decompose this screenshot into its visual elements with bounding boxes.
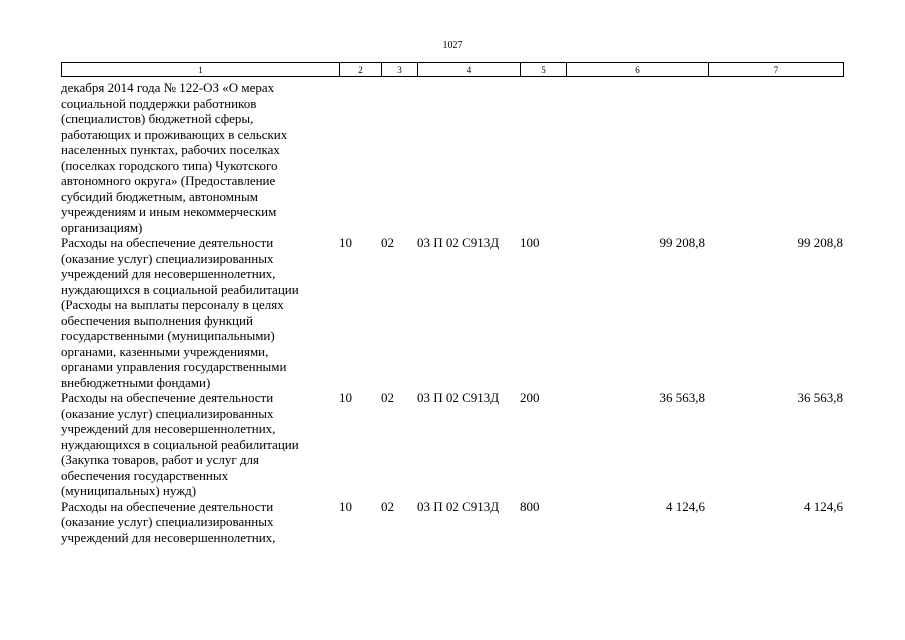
row-section: 10 — [339, 498, 352, 514]
page-number: 1027 — [442, 40, 463, 51]
row-description: Расходы на обеспечение деятельности (оказание услуг) специализированных учреждений для несовершеннолетних, — [61, 498, 276, 545]
table-row — [61, 80, 843, 235]
table-body — [61, 80, 843, 545]
row-expense-type: 100 — [520, 235, 540, 250]
table-row — [61, 235, 843, 390]
column-header-4: 4 — [418, 63, 521, 77]
row-amount-col7: 36 563,8 — [797, 390, 843, 405]
row-description: Расходы на обеспечение деятельности (оказание услуг) специализированных учреждений для несовершеннолетних, нуждающихся в социальной реабилитации (Расходы на выплаты персоналу в целях обеспечения выполнения функций государственными (муниципальными) органами, казенными учреждениями, органами управления государственными внебюджетными фондами) — [61, 235, 299, 390]
column-header-6: 6 — [567, 63, 709, 77]
row-amount-col7: 4 124,6 — [804, 498, 843, 514]
row-target-article: 03 П 02 С913Д — [417, 390, 500, 405]
row-target-article: 03 П 02 С913Д — [417, 498, 500, 514]
table-row — [61, 499, 843, 546]
row-amount-col6: 36 563,8 — [659, 390, 705, 405]
row-description: декабря 2014 года № 122-ОЗ «О мерах социальной поддержки работников (специалистов) бюджетной сферы, работающих и проживающих в сельских населенных пунктах, рабочих поселках (поселках городского типа) Чукотского автономного округа» (Предоставление субсидий бюджетным, автономным учреждениям и иным некоммерческим организациям) — [61, 80, 288, 235]
column-header-5: 5 — [521, 63, 567, 77]
row-expense-type: 200 — [520, 390, 540, 405]
row-amount-col6: 4 124,6 — [666, 498, 705, 514]
row-description: Расходы на обеспечение деятельности (оказание услуг) специализированных учреждений для несовершеннолетних, нуждающихся в социальной реабилитации (Закупка товаров, работ и услуг для обеспечения государственных (муниципальных) нужд) — [61, 390, 299, 498]
column-header-1: 1 — [62, 63, 340, 77]
row-subsection: 02 — [381, 390, 394, 405]
row-section: 10 — [339, 235, 352, 250]
row-expense-type: 800 — [520, 498, 540, 514]
row-subsection: 02 — [381, 498, 394, 514]
column-header-7: 7 — [709, 63, 844, 77]
column-header-3: 3 — [382, 63, 418, 77]
column-header-table — [61, 62, 844, 77]
row-amount-col7: 99 208,8 — [797, 235, 843, 250]
row-section: 10 — [339, 390, 352, 405]
column-header-2: 2 — [340, 63, 382, 77]
row-subsection: 02 — [381, 235, 394, 250]
row-amount-col6: 99 208,8 — [659, 235, 705, 250]
row-target-article: 03 П 02 С913Д — [417, 235, 500, 250]
table-row — [61, 390, 843, 499]
column-header-row — [62, 63, 844, 77]
